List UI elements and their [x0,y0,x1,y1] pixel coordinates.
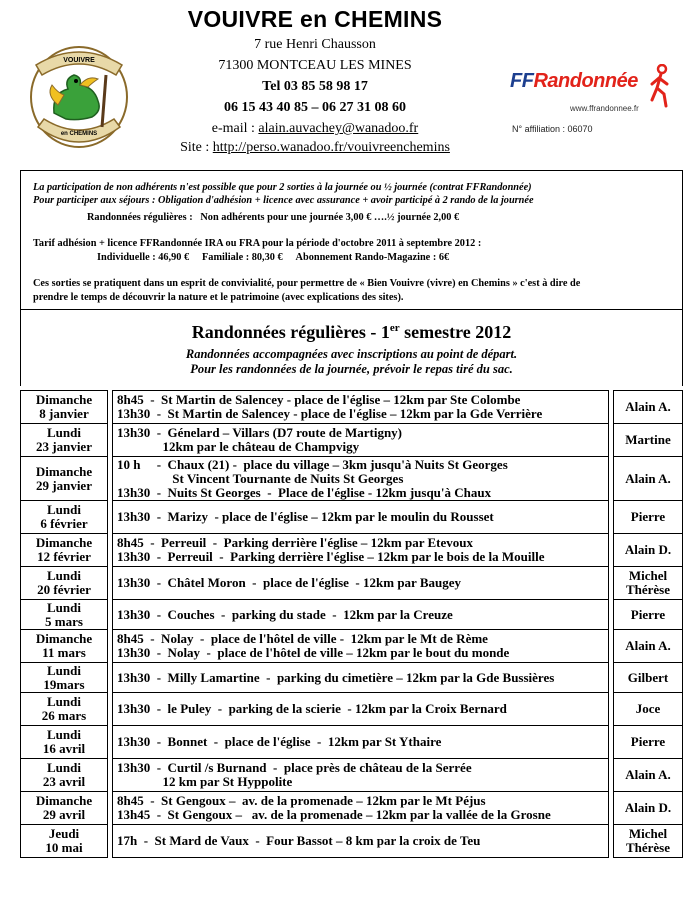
schedule-description [113,726,609,759]
club-logo [22,35,137,155]
weekday: Lundi [47,599,81,615]
date: 6 février [40,516,88,531]
schedule-row [21,693,683,726]
schedule-guide [614,567,683,600]
guide-name: Michel [628,568,668,583]
date: 8 janvier [39,406,89,421]
guide-name: Pierre [630,606,666,622]
schedule-description [113,630,609,663]
guide-name: Alain A. [625,399,671,414]
schedule-date [21,759,108,792]
schedule-guide [614,424,683,457]
price-individual: Individuelle : 46,90 € [97,252,190,263]
schedule-table [20,390,683,858]
guide-name: Joce [635,701,661,716]
info-line-3 [87,211,459,224]
hike-line: 13h30 - Milly Lamartine - parking du cimetière – 12km par la Gde Bussières [117,669,555,685]
schedule-guide [614,792,683,825]
regular-hikes-label: Randonnées régulières : [87,212,193,223]
schedule-guide [614,825,683,858]
weekday: Lundi [47,760,81,775]
schedule-row [21,663,683,693]
schedule-description [113,600,609,630]
hike-line: 17h - St Mard de Vaux - Four Bassot – 8 km par la croix de Teu [117,833,481,848]
guide-name: Thérèse [625,840,671,855]
date: 23 avril [42,774,86,789]
guide-name: Alain A. [625,767,671,782]
date: 12 février [37,549,91,564]
schedule-row [21,630,683,663]
info-box [20,170,683,310]
date: 11 mars [42,645,86,660]
email-link[interactable]: alain.auvachey@wanadoo.fr [258,121,419,136]
guide-name: Alain A. [625,470,671,486]
schedule-description [113,693,609,726]
weekday: Lundi [47,568,81,583]
hike-line: 13h30 - Nolay - place de l'hôtel de ville – 12km par le bout du monde [117,645,510,660]
schedule-description [113,424,609,457]
schedule-guide [614,600,683,630]
info-line-4: Tarif adhésion + licence FFRandonnée IRA ou FRA pour la période d'octobre 2011 à septembre 2012 : [33,238,482,249]
schedule-row [21,534,683,567]
schedule-description [113,825,609,858]
info-line-6: Ces sorties se pratiquent dans un esprit de convivialité, pour permettre de « Bien Vouivre (vivre) en Chemins » c'est à dire de [33,278,581,289]
hike-line: 13h30 - Châtel Moron - place de l'église - 12km par Baugey [117,575,462,590]
guide-name: Alain D. [624,542,672,557]
guide-name: Alain A. [625,638,671,653]
weekday: Dimanche [35,793,93,808]
date: 19mars [43,676,85,692]
schedule-row [21,567,683,600]
city-address: 71300 MONTCEAU LES MINES [218,58,412,73]
hike-line: 13h30 - Perreuil - Parking derrière l'église – 12km par le bois de la Mouille [117,549,545,564]
schedule-row [21,391,683,424]
schedule-guide [614,663,683,693]
weekday: Lundi [47,502,81,517]
weekday: Lundi [47,425,81,440]
schedule-row [21,600,683,630]
schedule-row [21,501,683,534]
schedule-date [21,663,108,693]
hike-line: 13h30 - St Martin de Salencey - place de l'église – 12km par la Gde Verrière [117,406,543,421]
schedule-guide [614,759,683,792]
guide-name: Alain D. [624,800,672,815]
schedule-date [21,726,108,759]
schedule-description [113,792,609,825]
hike-line: 13h30 - Couches - parking du stade - 12km par la Creuze [117,606,453,622]
hike-line: 8h45 - Nolay - place de l'hôtel de ville - 12km par le Mt de Rème [117,631,488,646]
ffrandonnee-logo [510,64,670,120]
schedule-row [21,825,683,858]
mobile-phones: 06 15 43 40 85 – 06 27 31 08 60 [224,100,406,115]
schedule-description [113,663,609,693]
hike-line: 13h30 - Nuits St Georges - Place de l'église - 12km jusqu'à Chaux [117,484,492,500]
hike-line: 8h45 - Perreuil - Parking derrière l'église – 12km par Etevoux [117,535,474,550]
site-line [150,140,480,156]
info-line-2: Pour participer aux séjours : Obligation d'adhésion + licence avec assurance + avoir participé à 2 rando de la journée [33,195,534,206]
weekday: Dimanche [35,392,93,407]
info-line-7: prendre le temps de découvrir la nature et le patrimoine (avec explications des sites). [33,292,404,303]
hike-line: 12km par le château de Champvigy [117,439,360,454]
telephone: Tel 03 85 58 98 17 [262,79,368,94]
hike-line: 12 km par St Hyppolite [117,774,293,789]
club-name: VOUIVRE en CHEMINS [187,6,443,32]
weekday: Lundi [47,694,81,709]
ffrandonnee-wordmark: FFRandonnée [510,70,638,92]
hike-line: St Vincent Tournante de Nuits St Georges [117,470,404,486]
guide-name: Thérèse [625,582,671,597]
site-link[interactable]: http://perso.wanadoo.fr/vouivreenchemins [212,140,450,155]
schedule-date [21,391,108,424]
semester-subtitle-1: Randonnées accompagnées avec inscriptions au point de départ. [185,347,518,361]
semester-subtitle-2: Pour les randonnées de la journée, prévoir le repas tiré du sac. [190,362,513,376]
schedule-row [21,726,683,759]
ffrandonnee-url: www.ffrandonnee.fr [570,104,639,113]
guide-name: Pierre [630,734,666,749]
date: 5 mars [45,613,83,629]
hike-line: 13h30 - le Puley - parking de la scierie - 12km par la Croix Bernard [117,701,507,716]
schedule-date [21,825,108,858]
schedule-guide [614,457,683,501]
weekday: Jeudi [48,826,80,841]
schedule-row [21,759,683,792]
schedule-date [21,693,108,726]
schedule-guide [614,391,683,424]
schedule-date [21,792,108,825]
info-line-5 [97,251,449,264]
schedule-description [113,457,609,501]
date: 29 avril [42,807,86,822]
schedule-guide [614,726,683,759]
weekday: Dimanche [35,631,93,646]
hike-line: 10 h - Chaux (21) - place du village – 3km jusqu'à Nuits St Georges [117,456,508,472]
schedule-description [113,567,609,600]
schedule-date [21,600,108,630]
street-address: 7 rue Henri Chausson [254,37,376,52]
info-line-1: La participation de non adhérents n'est possible que pour 2 sorties à la journée ou ½ journée (contrat FFRandonnée) [33,182,532,193]
hike-line: 13h30 - Marizy - place de l'église – 12km par le moulin du Rousset [117,509,494,524]
price-magazine: Abonnement Rando-Magazine : 6€ [295,252,450,263]
schedule-date [21,567,108,600]
semester-header [20,310,683,386]
regular-hikes-price: Non adhérents pour une journée 3,00 € ….½ journée 2,00 € [200,212,460,223]
schedule-date [21,534,108,567]
hike-line: 13h45 - St Gengoux – av. de la promenade – 12km par la vallée de la Grosne [117,807,551,822]
price-family: Familiale : 80,30 € [202,252,283,263]
schedule-row [21,424,683,457]
guide-name: Pierre [630,509,666,524]
schedule-guide [614,501,683,534]
site-label: Site : [180,140,213,155]
date: 20 février [37,582,91,597]
hike-line: 8h45 - St Martin de Salencey - place de l'église – 12km par Ste Colombe [117,392,521,407]
svg-text:VOUIVRE: VOUIVRE [63,57,95,64]
affiliation-number: N° affiliation : 06070 [512,124,593,134]
date: 23 janvier [36,439,92,454]
schedule-description [113,501,609,534]
schedule-date [21,424,108,457]
hiker-icon [648,64,672,108]
weekday: Lundi [47,662,81,678]
email-label: e-mail : [211,121,259,136]
hike-line: 13h30 - Curtil /s Burnand - place près de château de la Serrée [117,760,472,775]
email-line [150,121,480,137]
schedule-description [113,391,609,424]
schedule-description [113,534,609,567]
weekday: Dimanche [35,463,93,479]
date: 26 mars [41,708,87,723]
schedule-guide [614,693,683,726]
hike-line: 13h30 - Bonnet - place de l'église - 12km par St Ythaire [117,734,442,749]
semester-title: Randonnées régulières - 1er semestre 2012 [191,322,512,342]
schedule-date [21,501,108,534]
svg-text:en CHEMINS: en CHEMINS [60,131,98,137]
schedule-guide [614,630,683,663]
schedule-description [113,759,609,792]
schedule-date [21,457,108,501]
hike-line: 8h45 - St Gengoux – av. de la promenade – 12km par le Mt Péjus [117,793,486,808]
date: 29 janvier [36,477,92,493]
weekday: Dimanche [35,535,93,550]
guide-name: Michel [628,826,668,841]
schedule-row [21,457,683,501]
schedule-guide [614,534,683,567]
date: 16 avril [42,741,86,756]
schedule-date [21,630,108,663]
hike-line: 13h30 - Génelard – Villars (D7 route de Martigny) [117,425,403,440]
schedule-row [21,792,683,825]
guide-name: Martine [625,432,671,447]
weekday: Lundi [47,727,81,742]
date: 10 mai [45,840,83,855]
guide-name: Gilbert [627,669,669,685]
